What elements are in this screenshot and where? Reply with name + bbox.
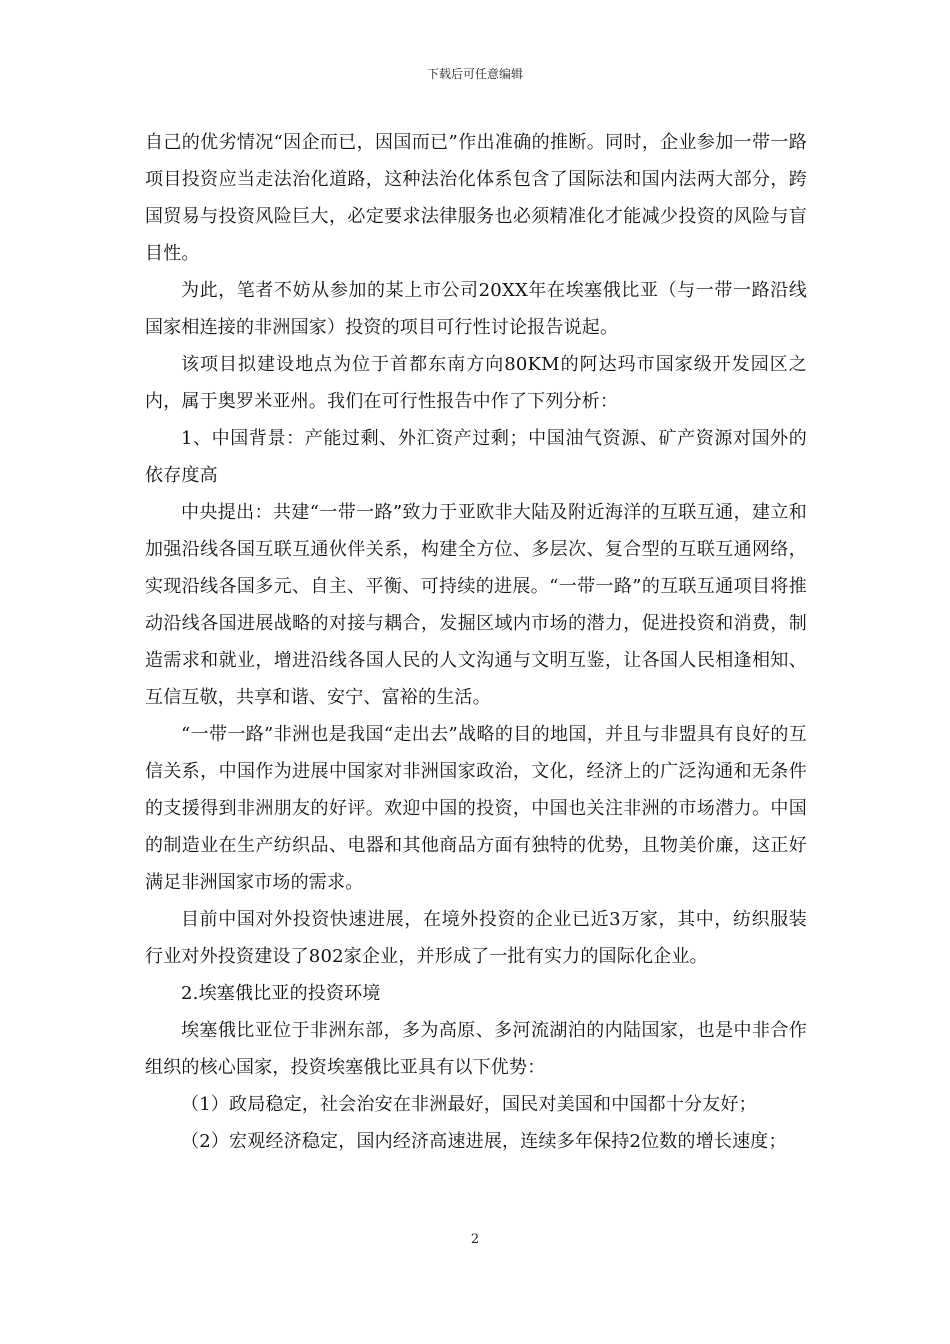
paragraph-6: “一带一路”非洲也是我国“走出去”战略的目的地国，并且与非盟具有良好的互信关系，中国作为进展中国家对非洲国家政治，文化，经济上的广泛沟通和无条件的支援得到非洲朋友的好评。欢迎中国的投资，中国也关注非洲的市场潜力。中国的制造业在生产纺织品、电器和其他商品方面有独特的优势，且物美价廉，这正好满足非洲国家市场的需求。 [145,724,807,893]
paragraph-8: 埃塞俄比亚位于非洲东部，多为高原、多河流湖泊的内陆国家，也是中非合作组织的核心国家，投资埃塞俄比亚具有以下优势： [145,1020,807,1078]
paragraph-7: 目前中国对外投资快速进展，在境外投资的企业已近3万家，其中，纺织服装行业对外投资建设了802家企业，并形成了一批有实力的国际化企业。 [145,909,807,967]
document-body [145,124,807,1160]
paragraph-3: 该项目拟建设地点为位于首都东南方向80KM的阿达玛市国家级开发园区之内，属于奥罗米亚州。我们在可行性报告中作了下列分析： [145,354,807,412]
paragraph-4: 1、中国背景：产能过剩、外汇资产过剩；中国油气资源、矿产资源对国外的依存度高 [145,428,807,486]
page-header: 下载后可任意编辑 [426,67,523,81]
paragraph-1: 自己的优劣情况“因企而已，因国而已”作出准确的推断。同时，企业参加一带一路项目投资应当走法治化道路，这种法治化体系包含了国际法和国内法两大部分，跨国贸易与投资风险巨大，必定要求法律服务也必须精准化才能减少投资的风险与盲目性。 [145,132,807,264]
list-item-1: （1）政局稳定，社会治安在非洲最好，国民对美国和中国都十分友好； [181,1094,757,1115]
section-heading: 2.埃塞俄比亚的投资环境 [181,983,381,1004]
paragraph-2: 为此，笔者不妨从参加的某上市公司20XX年在埃塞俄比亚（与一带一路沿线国家相连接的非洲国家）投资的项目可行性讨论报告说起。 [145,280,807,338]
paragraph-5: 中央提出：共建“一带一路”致力于亚欧非大陆及附近海洋的互联互通，建立和加强沿线各国互联互通伙伴关系，构建全方位、多层次、复合型的互联互通网络，实现沿线各国多元、自主、平衡、可持续的进展。“一带一路”的互联互通项目将推动沿线各国进展战略的对接与耦合，发掘区域内市场的潜力，促进投资和消费，制造需求和就业，增进沿线各国人民的人文沟通与文明互鉴，让各国人民相逢相知、互信互敬，共享和谐、安宁、富裕的生活。 [145,502,807,708]
page-number: 2 [470,1232,480,1247]
list-item-2: （2）宏观经济稳定，国内经济高速进展，连续多年保持2位数的增长速度； [181,1131,787,1152]
